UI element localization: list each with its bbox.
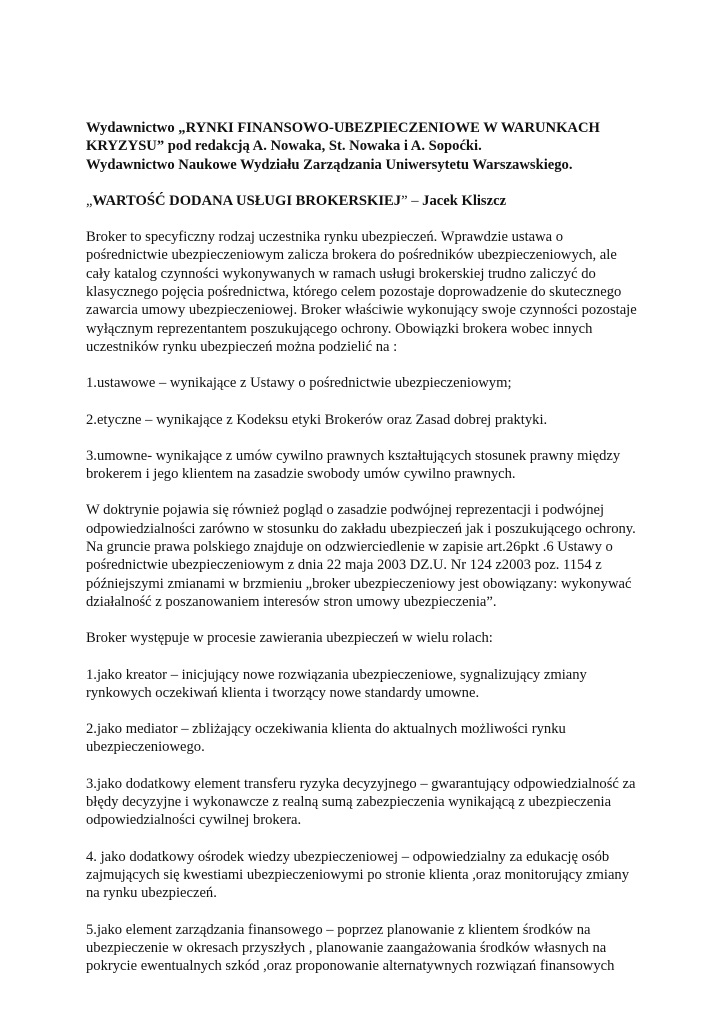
text-line: wyłącznym reprezentantem poszukującego ochrony. Obowiązki brokera wobec innych	[86, 320, 593, 337]
header-line-2: KRYZYSU” pod redakcją A. Nowaka, St. Nowaka i A. Sopoćki.	[86, 138, 482, 155]
document-page	[86, 119, 646, 975]
article-body	[86, 228, 646, 975]
text-line: na rynku ubezpieczeń.	[86, 885, 217, 902]
text-line: brokerem i jego klientem na zasadzie swobody umów cywilno prawnych.	[86, 466, 516, 483]
text-line: błędy decyzyjne i wykonawcze z realną sumą zabezpieczenia wynikającą z ubezpieczenia	[86, 794, 612, 811]
text-line: działalność z poszanowaniem interesów stron umowy ubezpieczenia”.	[86, 593, 497, 610]
text-line: 3.jako dodatkowy element transferu ryzyka decyzyjnego – gwarantujący odpowiedzialność za	[86, 775, 636, 792]
text-line: 2.jako mediator – zbliżający oczekiwania klienta do aktualnych możliwości rynku	[86, 721, 566, 738]
paragraph	[86, 720, 646, 757]
text-line: 2.etyczne – wynikające z Kodeksu etyki Brokerów oraz Zasad dobrej praktyki.	[86, 411, 548, 428]
paragraph	[86, 921, 646, 976]
paragraph	[86, 666, 646, 703]
text-line: zawarcia umowy ubezpieczeniowej. Broker właściwie wykonujący swoje czynności pozostaje	[86, 302, 637, 319]
text-line: rynkowych oczekiwań klienta i tworzący nowe standardy umowne.	[86, 684, 480, 701]
text-line: zajmujących się kwestiami ubezpieczeniowymi po stronie klienta ,oraz monitorujący zmiany	[86, 866, 630, 883]
text-line: cały katalog czynności wykonywanych w ramach usługi brokerskiej trudno zaliczyć do	[86, 265, 596, 282]
text-line: 5.jako element zarządzania finansowego – poprzez planowanie z klientem środków na	[86, 921, 591, 938]
text-line: 1.ustawowe – wynikające z Ustawy o pośrednictwie ubezpieczeniowym;	[86, 375, 512, 392]
article-author: Jacek Kliszcz	[422, 192, 507, 209]
text-line: pośrednictwie ubezpieczeniowym z dnia 22 maja 2003 DZ.U. Nr 124 z2003 poz. 1154 z	[86, 557, 602, 574]
title-text: WARTOŚĆ DODANA USŁUGI BROKERSKIEJ	[92, 192, 402, 209]
article-title	[86, 192, 646, 210]
text-line: Broker to specyficzny rodzaj uczestnika rynku ubezpieczeń. Wprawdzie ustawa o	[86, 229, 564, 246]
title-close-quote: ” –	[401, 192, 423, 209]
title-open-quote: „	[86, 192, 93, 209]
paragraph	[86, 374, 646, 392]
text-line: W doktrynie pojawia się również pogląd o zasadzie podwójnej reprezentacji i podwójnej	[86, 502, 605, 519]
header-line-3: Wydawnictwo Naukowe Wydziału Zarządzania Uniwersytetu Warszawskiego.	[86, 156, 573, 173]
text-line: późniejszymi zmianami w brzmieniu „broker ubezpieczeniowy jest obowiązany: wykonywać	[86, 575, 632, 592]
text-line: 3.umowne- wynikające z umów cywilno prawnych kształtujących stosunek prawny między	[86, 447, 621, 464]
text-line: odpowiedzialności zarówno w stosunku do zakładu ubezpieczeń jak i poszukującego ochrony.	[86, 520, 636, 537]
text-line: 4. jako dodatkowy ośrodek wiedzy ubezpieczeniowej – odpowiedzialny za edukację osób	[86, 848, 610, 865]
publication-header	[86, 119, 646, 174]
text-line: ubezpieczeniowego.	[86, 739, 205, 756]
text-line: uczestników rynku ubezpieczeń można podzielić na :	[86, 338, 398, 355]
paragraph	[86, 629, 646, 647]
paragraph	[86, 411, 646, 429]
paragraph	[86, 501, 646, 611]
paragraph	[86, 228, 646, 356]
text-line: pokrycie ewentualnych szkód ,oraz proponowanie alternatywnych rozwiązań finansowych	[86, 958, 615, 975]
text-line: klasycznego pojęcia pośrednictwa, którego celem pozostaje doprowadzenie do skutecznego	[86, 284, 622, 301]
text-line: pośrednictwie ubezpieczeniowym zalicza brokera do pośredników ubezpieczeniowych, ale	[86, 247, 617, 264]
text-line: Broker występuje w procesie zawierania ubezpieczeń w wielu rolach:	[86, 630, 493, 647]
paragraph	[86, 775, 646, 830]
text-line: odpowiedzialności cywilnej brokera.	[86, 812, 302, 829]
text-line: 1.jako kreator – inicjujący nowe rozwiązania ubezpieczeniowe, sygnalizujący zmiany	[86, 666, 587, 683]
text-line: ubezpieczenie w okresach przyszłych , planowanie zaangażowania środków własnych na	[86, 939, 607, 956]
text-line: Na gruncie prawa polskiego znajduje on odzwierciedlenie w zapisie art.26pkt .6 Ustawy o	[86, 539, 613, 556]
header-line-1: Wydawnictwo „RYNKI FINANSOWO-UBEZPIECZENIOWE W WARUNKACH	[86, 120, 600, 136]
paragraph	[86, 447, 646, 484]
paragraph	[86, 848, 646, 903]
